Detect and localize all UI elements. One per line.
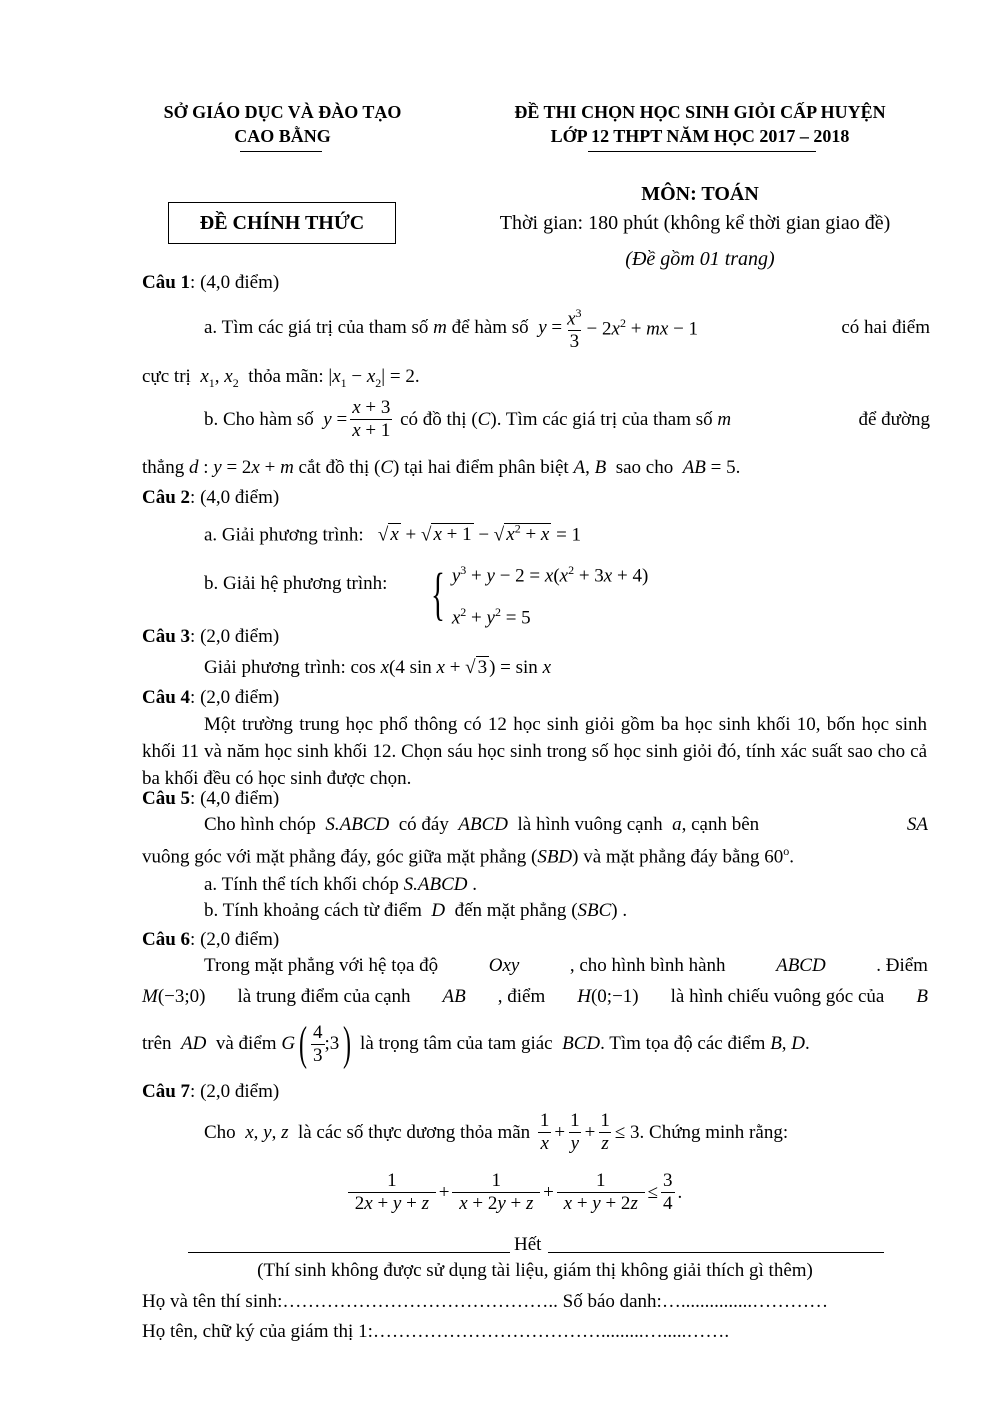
question-6-body-2: M(−3;0) là trung điểm của cạnh AB , điểm H(0;−1) là hình chiếu vuông góc của B [142, 986, 928, 1007]
header-left-rule [240, 151, 322, 152]
question-5-body-cont: vuông góc với mặt phẳng đáy, góc giữa mặt phẳng (SBD) và mặt phẳng đáy bằng 60$^o$. [142, 844, 794, 868]
time-allowed: Thời gian: 180 phút (không kể thời gian giao đề) [499, 212, 891, 234]
exam-grade-year: LỚP 12 THPT NĂM HỌC 2017 – 2018 [550, 126, 850, 146]
question-1b: b. Cho hàm số y = $\frac{x + 3}{x + 1}$ có đồ thị ( C ) . Tìm các giá trị của tham số m để đường [204, 397, 930, 441]
question-1-header: Câu 1: (4,0 điểm) [142, 272, 280, 293]
footer-note: (Thí sinh không được sử dụng tài liệu, giám thị không giải thích gì thêm) [257, 1260, 813, 1281]
department-name: SỞ GIÁO DỤC VÀ ĐÀO TẠO [163, 102, 402, 122]
subject: MÔN: TOÁN [641, 183, 759, 205]
question-4-body: Một trường trung học phổ thông có 12 học sinh giỏi gồm ba học sinh khối 10, bốn học sinh khối 11 và năm học sinh khối 12. Chọn sáu học sinh trong số học sinh giỏi đó, tính xác suất sao cho cả ba khối đều có học sinh được chọn. [142, 714, 927, 789]
question-6-body-3: trên AD và điểm G ( $\frac{4}{3}$ ;3 ) là trọng tâm của tam giác BCD . Tìm tọa độ các điểm B , D . [142, 1017, 810, 1070]
question-1b-cont: thẳng d : y = 2x + m cắt đồ thị (C) tại hai điểm phân biệt A, B sao cho AB = 5. [142, 457, 741, 478]
end-rule-right [548, 1252, 884, 1253]
question-5b: b. Tính khoảng cách từ điểm D đến mặt phẳng (SBC) . [204, 900, 628, 921]
question-2b: b. Giải hệ phương trình: [204, 573, 388, 594]
exam-title: ĐỀ THI CHỌN HỌC SINH GIỎI CẤP HUYỆN [514, 102, 886, 122]
question-1a-cont: cực trị $x_1$, $x_2$ thỏa mãn: $|x_1 - x_2| = 2$. [142, 366, 420, 390]
question-5-header: Câu 5: (4,0 điểm) [142, 788, 280, 809]
proctor-signature-line: Họ tên, chữ ký của giám thị 1:……………………………….........….....……. [142, 1321, 730, 1342]
header-right-rule [588, 151, 816, 152]
official-exam-box: ĐỀ CHÍNH THỨC [168, 202, 396, 244]
question-5-body: Cho hình chóp S.ABCD có đáy ABCD là hình vuông cạnh a , cạnh bên SA [204, 814, 928, 835]
end-marker: Hết [514, 1234, 542, 1255]
question-3-body: Giải phương trình: cos x(4 sin x + √ 3 ) = sin x [204, 657, 551, 678]
question-3-header: Câu 3: (2,0 điểm) [142, 626, 280, 647]
question-7-header: Câu 7: (2,0 điểm) [142, 1081, 280, 1102]
question-7-inequality: $\frac{1}{2x + y + z}$ + $\frac{1}{x + 2y + z}$ + $\frac{1}{x + y + 2z}$ ≤ $\frac{3}{4}$ . [350, 1170, 683, 1214]
page-count: (Đề gồm 01 trang) [625, 248, 775, 270]
question-2-header: Câu 2: (4,0 điểm) [142, 487, 280, 508]
question-4-header: Câu 4: (2,0 điểm) [142, 687, 280, 708]
question-2a: a. Giải phương trình: √ x + √ x + 1 − √ $x^2 + x = 1$ [204, 522, 582, 546]
province-name: CAO BẰNG [234, 126, 331, 146]
question-7-body: Cho x , y , z là các số thực dương thỏa mãn $\frac{1}{x}$ + $\frac{1}{y}$ + $\frac{1}{z}$ ≤ 3 . Chứng minh rằng: [204, 1110, 789, 1154]
question-2b-system: { $y^3 + y - 2 = x(x^2 + 3x + 4)$ $x^2 + y^2 = 5$ [430, 561, 649, 629]
question-6-header: Câu 6: (2,0 điểm) [142, 929, 280, 950]
question-1a: a. Tìm các giá trị của tham số m để hàm số y = $\frac{x^3}{3}$ − $2x^2$ + mx − 1 có hai điểm [204, 306, 930, 353]
question-6-body: Trong mặt phẳng với hệ tọa độ Oxy , cho hình bình hành ABCD . Điểm [204, 955, 928, 976]
end-rule-left [188, 1252, 510, 1253]
candidate-info-line: Họ và tên thí sinh:…………………………………….. Số báo danh:…...............………… [142, 1291, 829, 1312]
question-5a: a. Tính thể tích khối chóp S.ABCD . [204, 874, 477, 895]
